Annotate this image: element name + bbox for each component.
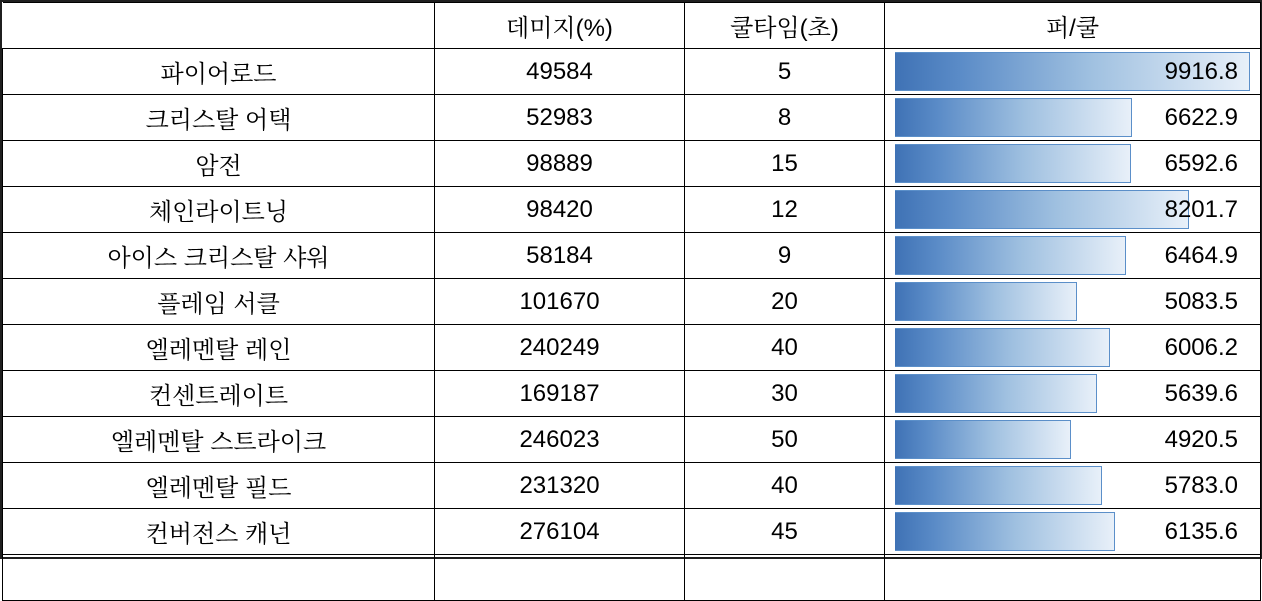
cell-ratio <box>885 187 1261 233</box>
cell-cooldown: 30 <box>685 371 885 417</box>
table-header-row <box>3 3 1261 49</box>
cell-skill-name: 체인라이트닝 <box>3 187 435 233</box>
cell-skill-name: 크리스탈 어택 <box>3 95 435 141</box>
cell-skill-name: 플레임 서클 <box>3 279 435 325</box>
cell-damage: 101670 <box>435 279 685 325</box>
table-row <box>3 463 1261 509</box>
cell-ratio <box>885 509 1261 555</box>
cell-skill-name: 파이어로드 <box>3 49 435 95</box>
cell-ratio <box>885 141 1261 187</box>
table-row <box>3 279 1261 325</box>
cell-skill-name: 컨버전스 캐넌 <box>3 509 435 555</box>
cell-damage: 58184 <box>435 233 685 279</box>
cell-empty <box>685 555 885 601</box>
table-row <box>3 95 1261 141</box>
cell-damage: 49584 <box>435 49 685 95</box>
cell-damage: 98889 <box>435 141 685 187</box>
data-bar <box>895 420 1071 459</box>
cell-ratio <box>885 95 1261 141</box>
cell-ratio <box>885 49 1261 95</box>
data-bar <box>895 282 1077 321</box>
cell-ratio <box>885 463 1261 509</box>
cell-cooldown: 8 <box>685 95 885 141</box>
cell-cooldown: 50 <box>685 417 885 463</box>
cell-ratio-value: 8201.7 <box>1164 195 1238 223</box>
cell-cooldown: 40 <box>685 463 885 509</box>
cell-ratio <box>885 279 1261 325</box>
cell-damage: 276104 <box>435 509 685 555</box>
cell-ratio <box>885 325 1261 371</box>
cell-empty <box>435 555 685 601</box>
column-header-ratio: 퍼/쿨 <box>885 3 1261 49</box>
table-row <box>3 371 1261 417</box>
cell-cooldown: 5 <box>685 49 885 95</box>
cell-empty <box>3 555 435 601</box>
cell-skill-name: 엘레멘탈 필드 <box>3 463 435 509</box>
cell-ratio-value: 6006.2 <box>1164 333 1238 361</box>
table-row <box>3 233 1261 279</box>
table-row <box>3 417 1261 463</box>
cell-ratio-value: 6622.9 <box>1164 103 1238 131</box>
cell-skill-name: 컨센트레이트 <box>3 371 435 417</box>
column-header-damage: 데미지(%) <box>435 3 685 49</box>
data-bar <box>895 374 1097 413</box>
cell-cooldown: 20 <box>685 279 885 325</box>
data-bar <box>895 98 1132 137</box>
cell-damage: 240249 <box>435 325 685 371</box>
data-bar <box>895 236 1126 275</box>
cell-ratio-value: 6135.6 <box>1164 517 1238 545</box>
table-row-empty <box>3 555 1261 601</box>
cell-damage: 231320 <box>435 463 685 509</box>
cell-damage: 52983 <box>435 95 685 141</box>
cell-cooldown: 15 <box>685 141 885 187</box>
cell-ratio <box>885 371 1261 417</box>
cell-cooldown: 12 <box>685 187 885 233</box>
cell-cooldown: 45 <box>685 509 885 555</box>
cell-empty <box>885 555 1261 601</box>
cell-damage: 169187 <box>435 371 685 417</box>
cell-cooldown: 9 <box>685 233 885 279</box>
table-row <box>3 187 1261 233</box>
cell-damage: 246023 <box>435 417 685 463</box>
cell-skill-name: 아이스 크리스탈 샤워 <box>3 233 435 279</box>
cell-ratio-value: 4920.5 <box>1164 425 1238 453</box>
table-header <box>3 3 1261 49</box>
cell-ratio-value: 5639.6 <box>1164 379 1238 407</box>
table-row <box>3 49 1261 95</box>
data-bar <box>895 144 1131 183</box>
cell-ratio-value: 6592.6 <box>1164 149 1238 177</box>
skill-comparison-table <box>2 2 1261 601</box>
cell-ratio <box>885 233 1261 279</box>
cell-ratio <box>885 417 1261 463</box>
table-row <box>3 325 1261 371</box>
table-body <box>3 49 1261 601</box>
data-bar <box>895 466 1102 505</box>
column-header-name <box>3 3 435 49</box>
data-bar <box>895 190 1189 229</box>
data-bar <box>895 512 1115 551</box>
table-row <box>3 509 1261 555</box>
cell-ratio-value: 6464.9 <box>1164 241 1238 269</box>
cell-skill-name: 엘레멘탈 스트라이크 <box>3 417 435 463</box>
cell-damage: 98420 <box>435 187 685 233</box>
cell-skill-name: 엘레멘탈 레인 <box>3 325 435 371</box>
cell-ratio-value: 5083.5 <box>1164 287 1238 315</box>
cell-skill-name: 암전 <box>3 141 435 187</box>
column-header-cooldown: 쿨타임(초) <box>685 3 885 49</box>
data-bar <box>895 328 1110 367</box>
cell-ratio-value: 5783.0 <box>1164 471 1238 499</box>
cell-ratio-value: 9916.8 <box>1164 57 1238 85</box>
cell-cooldown: 40 <box>685 325 885 371</box>
table-row <box>3 141 1261 187</box>
